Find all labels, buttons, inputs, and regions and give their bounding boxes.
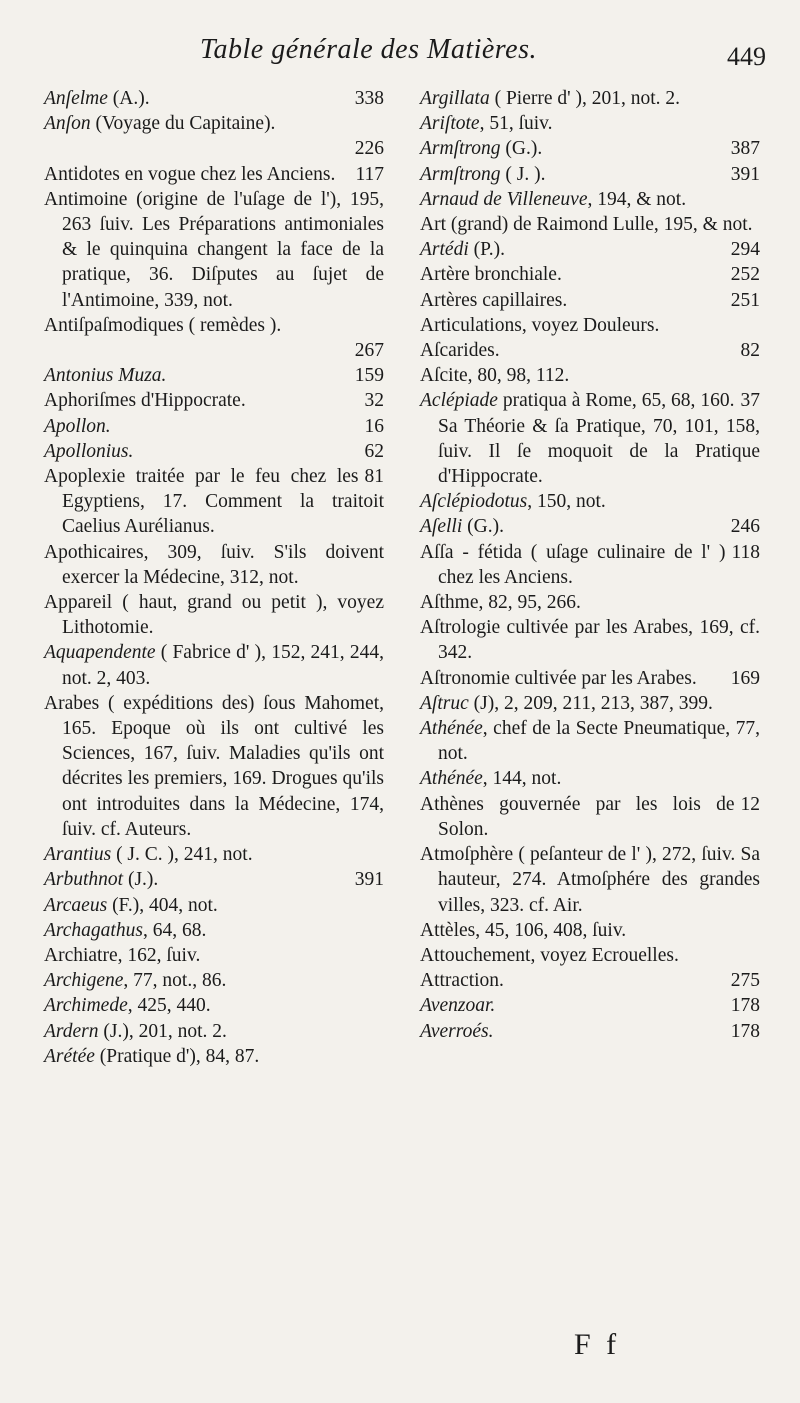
entry-text: Antimoine (origine de l'uſage de l'), 195, 263 ſuiv. Les Préparations antimoniales & le quinquina changent la face de la pratique, 36. Diſputes au ſujet de l'Antimoine, 339, not. <box>44 188 384 311</box>
entry-text: Aſtronomie cultivée par les Arabes. <box>420 667 697 689</box>
index-entry <box>420 918 760 943</box>
entry-text: Antiſpaſmodiques ( remèdes ). <box>44 314 282 336</box>
entry-page-ref: 251 <box>730 289 760 311</box>
entry-text: (J.). <box>123 869 159 891</box>
entry-page-ref: 275 <box>730 970 760 992</box>
entry-page-ref: 226 <box>354 138 384 160</box>
entry-keyword: Arcaeus <box>44 894 108 916</box>
entry-text: , chef de la Secte Pneumatique, 77, not. <box>438 718 760 765</box>
index-entry <box>44 111 384 161</box>
entry-keyword: Aſelli <box>420 516 463 538</box>
index-entry <box>420 590 760 615</box>
entry-page-ref: 294 <box>730 239 760 261</box>
index-entry <box>420 766 760 791</box>
index-entry <box>420 993 760 1018</box>
index-entry <box>420 540 760 590</box>
index-entry <box>420 111 760 136</box>
entry-text: Aſcite, 80, 98, 112. <box>420 365 570 387</box>
index-entry <box>420 943 760 968</box>
entry-text: (A.). <box>107 88 150 109</box>
entry-text: Appareil ( haut, grand ou petit ), voyez Lithotomie. <box>44 592 384 639</box>
index-entry <box>420 136 760 161</box>
entry-keyword: Apollon. <box>44 415 111 437</box>
index-entry <box>420 514 760 539</box>
entry-page-ref: 32 <box>364 390 384 412</box>
page-number: 449 <box>727 42 766 71</box>
entry-keyword: Armſtrong <box>420 138 501 160</box>
entry-text: (G.). <box>500 138 543 160</box>
entry-keyword: Arantius <box>44 844 112 866</box>
entry-page-ref: 12 <box>740 793 760 815</box>
entry-page-ref: 178 <box>730 995 760 1017</box>
index-entry <box>44 1044 384 1069</box>
entry-text: (Pratique d'), 84, 87. <box>94 1045 260 1067</box>
index-entry <box>44 943 384 968</box>
index-entry <box>44 187 384 313</box>
entry-page-ref: 338 <box>354 88 384 109</box>
entry-page-ref: 82 <box>740 340 760 362</box>
entry-text: , 64, 68. <box>142 919 207 941</box>
entry-text: (J.), 201, not. 2. <box>98 1020 227 1042</box>
entry-text: Articulations, voyez Douleurs. <box>420 314 660 336</box>
index-entry <box>420 212 760 237</box>
index-entry <box>44 590 384 640</box>
index-entry <box>420 162 760 187</box>
index-entry <box>420 716 760 766</box>
entry-text: , 144, not. <box>482 768 562 790</box>
entry-keyword: Aquapendente <box>44 642 156 664</box>
index-entry <box>44 388 384 413</box>
entry-text: (Voyage du Capitaine). <box>90 113 276 135</box>
entry-text: ( Fabrice d' ), 152, 241, 244, not. 2, 403. <box>62 642 384 689</box>
entry-text: Archiatre, 162, ſuiv. <box>44 944 201 966</box>
entry-text: Apoplexie traitée par le feu chez les Egyptiens, 17. Comment la traitoit Caelius Aurélianus. <box>44 466 384 538</box>
index-entry <box>420 489 760 514</box>
entry-text: Art (grand) de Raimond Lulle, 195, & not. <box>420 214 753 236</box>
index-entry <box>420 262 760 287</box>
entry-text: Antidotes en vogue chez les Anciens. <box>44 163 336 185</box>
entry-page-ref: 267 <box>354 340 384 362</box>
entry-text: Artère bronchiale. <box>420 264 562 286</box>
index-entry <box>420 363 760 388</box>
index-entry <box>44 439 384 464</box>
entry-text: Attraction. <box>420 970 504 992</box>
index-entry <box>420 338 760 363</box>
entry-text: , 51, ſuiv. <box>479 113 553 135</box>
entry-text: Artères capillaires. <box>420 289 568 311</box>
signature-mark: F f <box>574 1328 621 1361</box>
index-entry <box>44 918 384 943</box>
entry-page-ref: 169 <box>730 667 760 689</box>
index-entry <box>44 1019 384 1044</box>
entry-page-ref: 117 <box>355 163 384 185</box>
entry-text: Aſſa - fétida ( uſage culinaire de l' ) chez les Anciens. <box>420 541 726 588</box>
page-header <box>0 34 800 82</box>
entry-text: Apothicaires, 309, ſuiv. S'ils doivent exercer la Médecine, 312, not. <box>44 541 384 588</box>
entry-page-ref: 118 <box>731 541 760 563</box>
entry-page-ref: 391 <box>730 163 760 185</box>
entry-page-ref: 252 <box>730 264 760 286</box>
index-entry <box>420 237 760 262</box>
entry-page-ref: 37 <box>740 390 760 412</box>
index-entry <box>420 187 760 212</box>
index-entry <box>44 893 384 918</box>
entry-keyword: Anſelme <box>44 88 108 109</box>
entry-keyword: Arnaud de Villeneuve <box>420 188 588 210</box>
index-entry <box>44 464 384 540</box>
entry-text: Arabes ( expéditions des) ſous Mahomet, 165. Epoque où ils ont cultivé les Sciences, 167, ſuiv. Maladies qu'ils ont décrites les premiers, 169. Drogues qu'ils ont introduites dans la Médecine, 174, ſuiv. cf. Auteurs. <box>44 692 384 840</box>
entry-text: (G.). <box>462 516 504 538</box>
entry-text: , 425, 440. <box>127 995 211 1017</box>
entry-keyword: Aſclépiodotus <box>420 491 528 513</box>
index-entry <box>420 1019 760 1044</box>
running-title: Table générale des Matières. <box>200 34 537 65</box>
entry-text: Athènes gouvernée par les lois de Solon. <box>420 793 735 840</box>
index-entry <box>44 363 384 388</box>
entry-page-ref: 246 <box>730 516 760 538</box>
entry-keyword: Archimede <box>44 995 128 1017</box>
entry-text: Aſcarides. <box>420 340 500 362</box>
entry-text: Aphoriſmes d'Hippocrate. <box>44 390 246 412</box>
entry-page-ref: 81 <box>364 466 384 488</box>
entry-page-ref: 62 <box>364 440 384 462</box>
entry-text: , 150, not. <box>527 491 606 513</box>
entry-keyword: Artédi <box>420 239 469 261</box>
index-entry <box>420 288 760 313</box>
entry-text: ( Pierre d' ), 201, not. 2. <box>489 88 681 109</box>
entry-keyword: Apollonius. <box>44 440 134 462</box>
entry-keyword: Ardern <box>44 1020 99 1042</box>
entry-page-ref: 391 <box>354 869 384 891</box>
left-column <box>44 86 384 1069</box>
entry-keyword: Aclépiade <box>420 390 498 412</box>
index-entry <box>420 86 760 111</box>
entry-text: Aſtrologie cultivée par les Arabes, 169, cf. 342. <box>420 617 760 664</box>
index-entry <box>420 388 760 489</box>
entry-text: Atmoſphère ( peſanteur de l' ), 272, ſuiv. Sa hauteur, 274. Atmoſphére des grandes villes, 323. cf. Air. <box>420 844 760 916</box>
entry-text: , 194, & not. <box>587 188 687 210</box>
index-entry <box>44 86 384 111</box>
entry-text: (J), 2, 209, 211, 213, 387, 399. <box>468 692 713 714</box>
entry-page-ref: 16 <box>364 415 384 437</box>
entry-keyword: Aſtruc <box>420 692 469 714</box>
entry-keyword: Anſon <box>44 113 91 135</box>
entry-keyword: Arétée <box>44 1045 95 1067</box>
index-entry <box>420 792 760 842</box>
entry-keyword: Avenzoar. <box>420 995 496 1017</box>
index-entry <box>44 691 384 842</box>
index-entry <box>420 691 760 716</box>
index-entry <box>420 666 760 691</box>
index-columns <box>44 86 760 1069</box>
entry-page-ref: 178 <box>730 1020 760 1042</box>
entry-text: ( J. C. ), 241, not. <box>111 844 253 866</box>
index-entry <box>44 968 384 993</box>
entry-text: Aſthme, 82, 95, 266. <box>420 592 581 614</box>
entry-text: pratiqua à Rome, 65, 68, 160. Sa Théorie & ſa Pratique, 70, 101, 158, ſuiv. Il ſe moquoit de la Pratique d'Hippocrate. <box>438 390 760 488</box>
index-entry <box>44 313 384 363</box>
entry-text: , 77, not., 86. <box>123 970 227 992</box>
index-entry <box>420 968 760 993</box>
index-entry <box>44 540 384 590</box>
entry-keyword: Argillata <box>420 88 490 109</box>
entry-keyword: Athénée <box>420 718 483 740</box>
index-entry <box>44 842 384 867</box>
index-entry <box>44 414 384 439</box>
entry-text: ( J. ). <box>500 163 546 185</box>
index-entry <box>44 640 384 690</box>
entry-text: (F.), 404, not. <box>107 894 218 916</box>
entry-keyword: Armſtrong <box>420 163 501 185</box>
entry-keyword: Averroés. <box>420 1020 494 1042</box>
entry-page-ref: 387 <box>730 138 760 160</box>
entry-text: (P.). <box>468 239 506 261</box>
index-entry <box>44 162 384 187</box>
index-entry <box>44 993 384 1018</box>
right-column <box>420 86 760 1069</box>
entry-keyword: Athénée <box>420 768 483 790</box>
entry-keyword: Antonius Muza. <box>44 365 167 387</box>
index-entry <box>420 313 760 338</box>
entry-text: Attèles, 45, 106, 408, ſuiv. <box>420 919 627 941</box>
index-entry <box>44 867 384 892</box>
entry-keyword: Ariſtote <box>420 113 480 135</box>
index-entry <box>420 615 760 665</box>
entry-page-ref: 159 <box>354 365 384 387</box>
entry-text: Attouchement, voyez Ecrouelles. <box>420 944 679 966</box>
entry-keyword: Archigene <box>44 970 124 992</box>
entry-keyword: Arbuthnot <box>44 869 124 891</box>
entry-keyword: Archagathus <box>44 919 143 941</box>
index-entry <box>420 842 760 918</box>
